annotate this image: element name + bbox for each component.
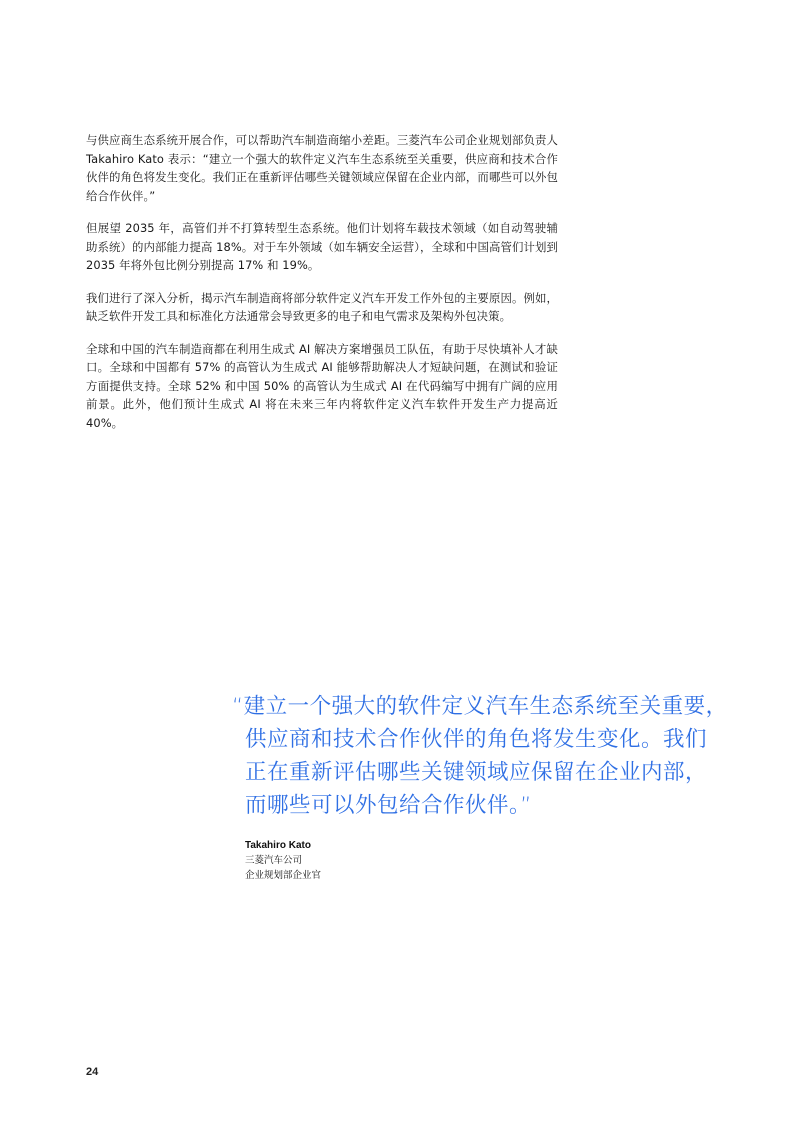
attribution-name: Takahiro Kato	[245, 840, 311, 851]
paragraph-1: 与供应商生态系统开展合作，可以帮助汽车制造商缩小差距。三菱汽车公司企业规划部负责人 Takahiro Kato 表示：“建立一个强大的软件定义汽车生态系统至关重要，供应商和技术合作伙伴的角色将发生变化。我们正在重新评估哪些关键领域应保留在企业内部，而哪些可以外包给合作伙伴。”	[86, 133, 558, 203]
pull-quote-line: “建立一个强大的软件定义汽车生态系统至关重要，	[232, 694, 728, 719]
pull-quote	[232, 690, 728, 822]
pull-quote-line: 而哪些可以外包给合作伙伴。”	[245, 793, 532, 818]
attribution-company: 三菱汽车公司	[245, 855, 303, 866]
paragraph-4: 全球和中国的汽车制造商都在利用生成式 AI 解决方案增强员工队伍，有助于尽快填补人才缺口。全球和中国都有 57% 的高管认为生成式 AI 能够帮助解决人才短缺问题，在测试和验证方面提供支持。全球 52% 和中国 50% 的高管认为生成式 AI 在代码编写中拥有广阔的应用前景。此外，他们预计生成式 AI 将在未来三年内将软件定义汽车软件开发生产力提高近 40%。	[86, 341, 558, 430]
pull-quote-text	[232, 690, 728, 822]
paragraph-2: 但展望 2035 年，高管们并不打算转型生态系统。他们计划将车载技术领域（如自动驾驶辅助系统）的内部能力提高 18%。对于车外领域（如车辆安全运营），全球和中国高管们计划到 2035 年将外包比例分别提高 17% 和 19%。	[86, 221, 558, 272]
body-text	[86, 131, 558, 446]
page-number: 24	[86, 1066, 99, 1078]
pull-quote-line: 供应商和技术合作伙伴的角色将发生变化。我们	[245, 727, 708, 752]
attribution-title: 企业规划部企业官	[245, 870, 322, 881]
paragraph-3: 我们进行了深入分析，揭示汽车制造商将部分软件定义汽车开发工作外包的主要原因。例如，缺乏软件开发工具和标准化方法通常会导致更多的电子和电气需求及架构外包决策。	[86, 290, 558, 323]
pull-quote-line: 正在重新评估哪些关键领域应保留在企业内部，	[245, 760, 708, 785]
quote-attribution	[245, 838, 321, 883]
